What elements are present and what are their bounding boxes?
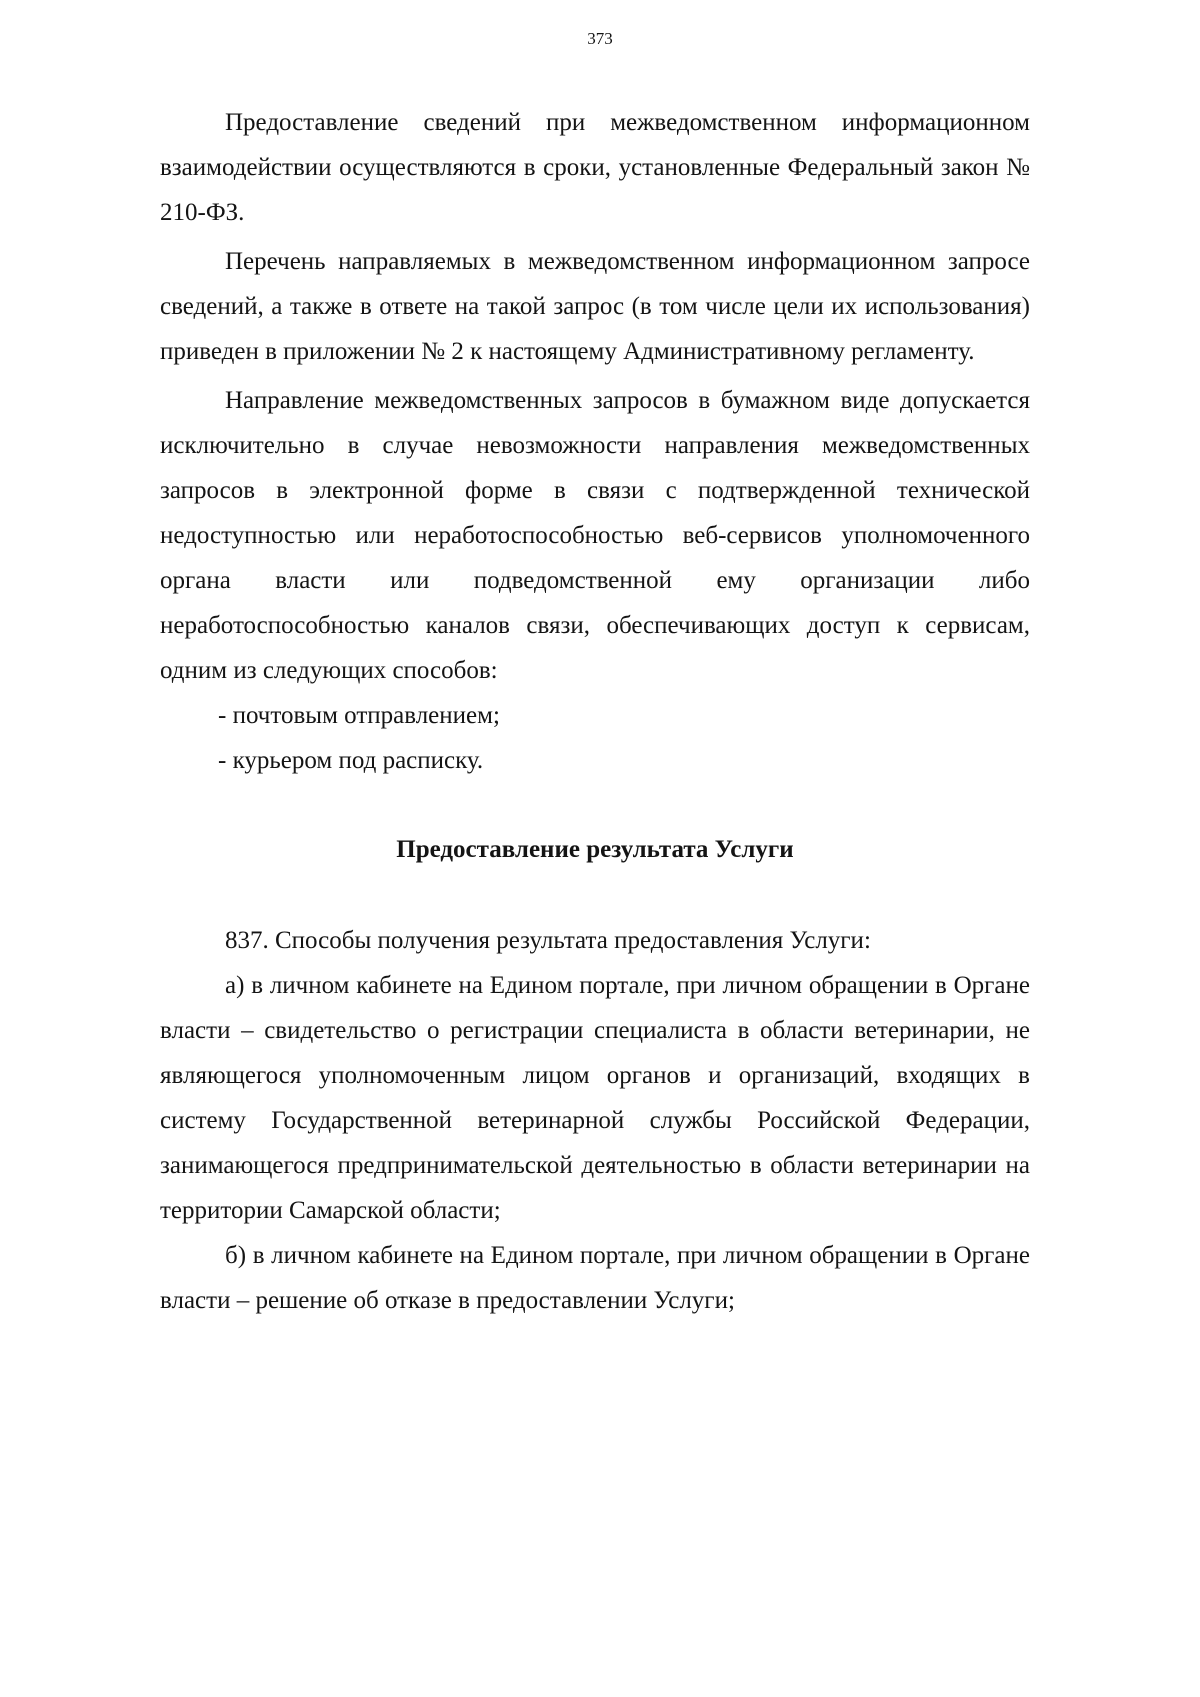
- paragraph-request-list: Перечень направляемых в межведомственном информационном запросе сведений, а также в ответе на такой запрос (в том числе цели их использования) приведен в приложении № 2 к настоящему Административному регламенту.: [160, 248, 1030, 365]
- subitem-b: б) в личном кабинете на Едином портале, при личном обращении в Органе власти – решение об отказе в предоставлении Услуги;: [160, 1242, 1030, 1314]
- subitem-a: а) в личном кабинете на Едином портале, при личном обращении в Органе власти – свидетельство о регистрации специалиста в области ветеринарии, не являющегося уполномоченным лицом органов и организаций, входящих в систему Государственной ветеринарной службы Российской Федерации, занимающегося предпринимательской деятельностью в области ветеринарии на территории Самарской области;: [160, 972, 1030, 1224]
- list-item-courier: - курьером под расписку.: [218, 747, 484, 774]
- item-837: 837. Способы получения результата предоставления Услуги:: [225, 927, 871, 954]
- paragraph-paper-requests: Направление межведомственных запросов в бумажном виде допускается исключительно в случае невозможности направления межведомственных запросов в электронной форме в связи с подтвержденной технической недоступностью или неработоспособностью веб-сервисов уполномоченного органа власти или подведомственной ему организации либо неработоспособностью каналов связи, обеспечивающих доступ к сервисам, одним из следующих способов:: [160, 387, 1030, 684]
- paragraph-interagency-deadlines: Предоставление сведений при межведомственном информационном взаимодействии осуществляются в сроки, установленные Федеральный закон № 210-ФЗ.: [160, 109, 1030, 226]
- list-item-postal: - почтовым отправлением;: [218, 702, 500, 729]
- section-heading: Предоставление результата Услуги: [396, 836, 794, 863]
- page-number: 373: [587, 29, 613, 48]
- document-body: [160, 100, 1030, 1323]
